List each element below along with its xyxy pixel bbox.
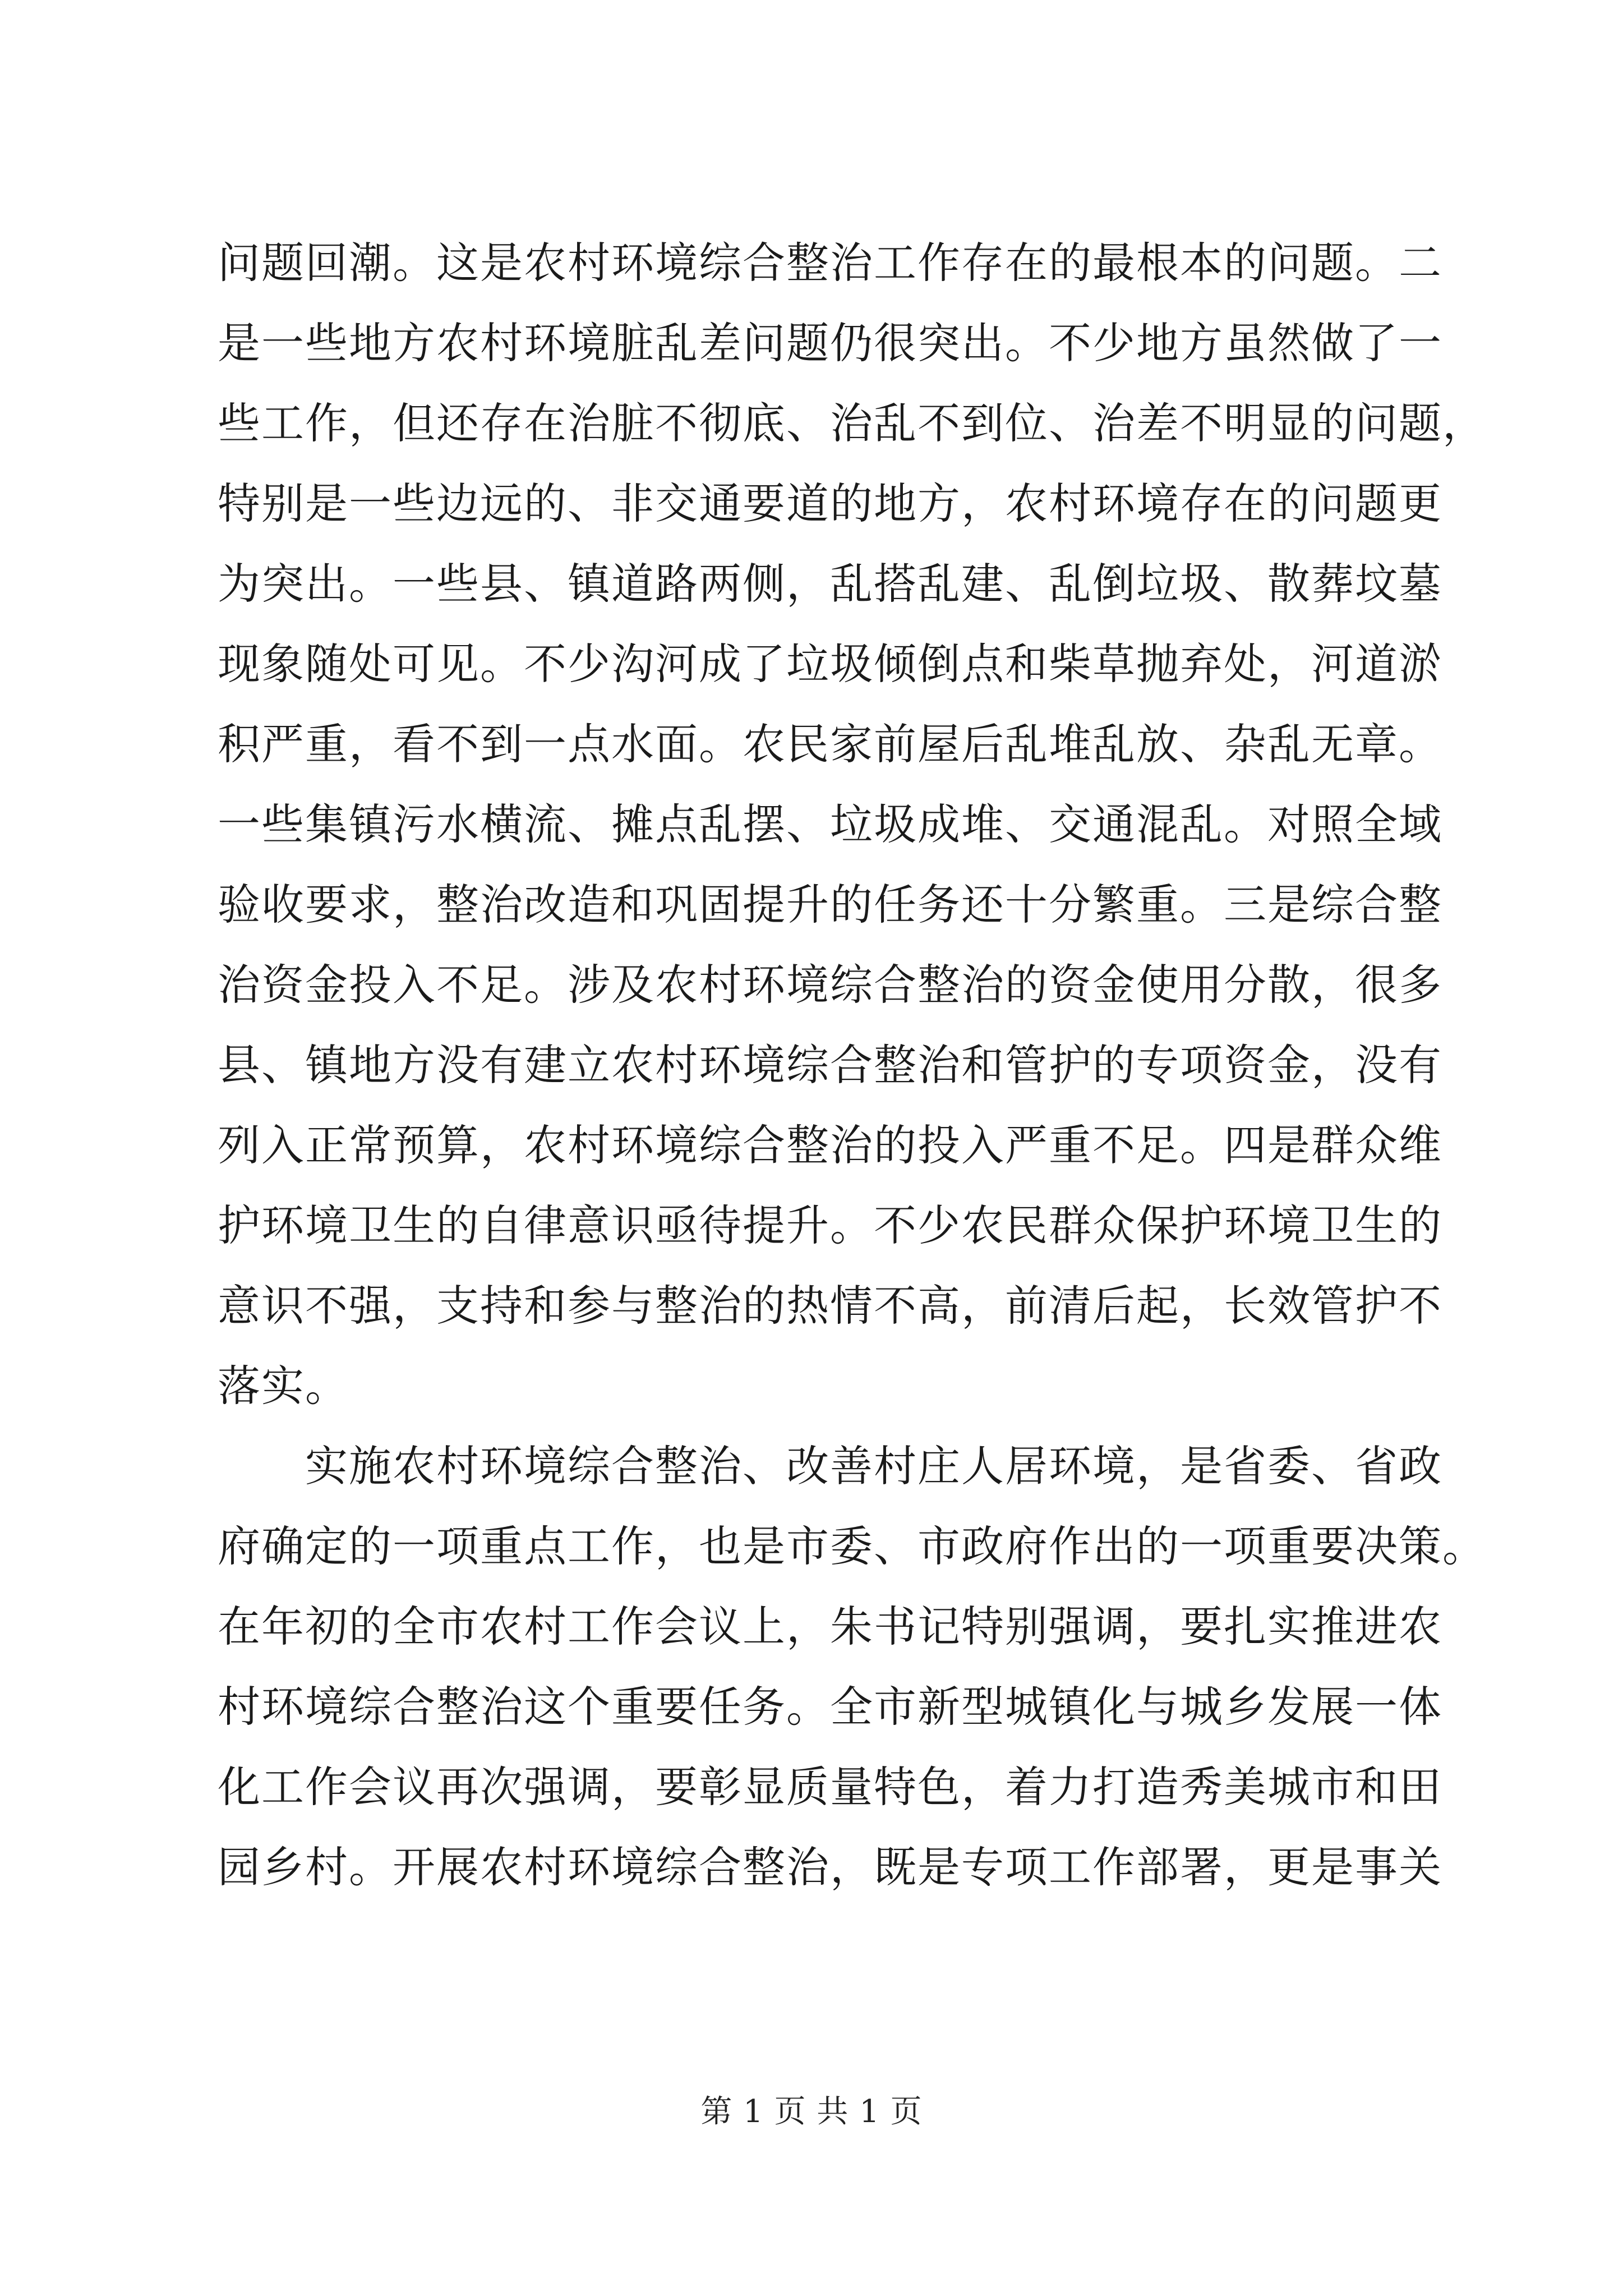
text-line: 化工作会议再次强调，要彰显质量特色，着力打造秀美城市和田 xyxy=(218,1762,1442,1812)
text-line: 护环境卫生的自律意识亟待提升。不少农民群众保护环境卫生的 xyxy=(218,1200,1442,1250)
text-line: 在年初的全市农村工作会议上，朱书记特别强调，要扎实推进农 xyxy=(218,1602,1442,1651)
text-line: 现象随处可见。不少沟河成了垃圾倾倒点和柴草抛弃处，河道淤 xyxy=(218,639,1442,689)
text-line: 村环境综合整治这个重要任务。全市新型城镇化与城乡发展一体 xyxy=(218,1682,1442,1732)
text-line: 实施农村环境综合整治、改善村庄人居环境，是省委、省政 xyxy=(218,1441,1442,1491)
text-line: 些工作，但还存在治脏不彻底、治乱不到位、治差不明显的问题， xyxy=(218,398,1486,448)
text-line: 县、镇地方没有建立农村环境综合整治和管护的专项资金，没有 xyxy=(218,1040,1442,1090)
text-line: 为突出。一些县、镇道路两侧，乱搭乱建、乱倒垃圾、散葬坟墓 xyxy=(218,559,1442,609)
text-line: 问题回潮。这是农村环境综合整治工作存在的最根本的问题。二 xyxy=(218,238,1442,288)
text-line: 意识不强，支持和参与整治的热情不高，前清后起，长效管护不 xyxy=(218,1281,1442,1331)
text-line: 治资金投入不足。涉及农村环境综合整治的资金使用分散，很多 xyxy=(218,960,1442,1010)
text-line: 落实。 xyxy=(218,1361,349,1411)
text-line: 是一些地方农村环境脏乱差问题仍很突出。不少地方虽然做了一 xyxy=(218,318,1442,368)
text-line: 验收要求，整治改造和巩固提升的任务还十分繁重。三是综合整 xyxy=(218,880,1442,930)
text-line: 府确定的一项重点工作，也是市委、市政府作出的一项重要决策。 xyxy=(218,1521,1486,1571)
text-line: 积严重，看不到一点水面。农民家前屋后乱堆乱放、杂乱无章。 xyxy=(218,719,1442,769)
text-line: 列入正常预算，农村环境综合整治的投入严重不足。四是群众维 xyxy=(218,1120,1442,1170)
page-footer: 第 1 页 共 1 页 xyxy=(700,2093,923,2130)
text-line: 特别是一些边远的、非交通要道的地方，农村环境存在的问题更 xyxy=(218,478,1442,528)
text-line: 一些集镇污水横流、摊点乱摆、垃圾成堆、交通混乱。对照全域 xyxy=(218,799,1442,849)
text-line: 园乡村。开展农村环境综合整治，既是专项工作部署，更是事关 xyxy=(218,1842,1442,1892)
